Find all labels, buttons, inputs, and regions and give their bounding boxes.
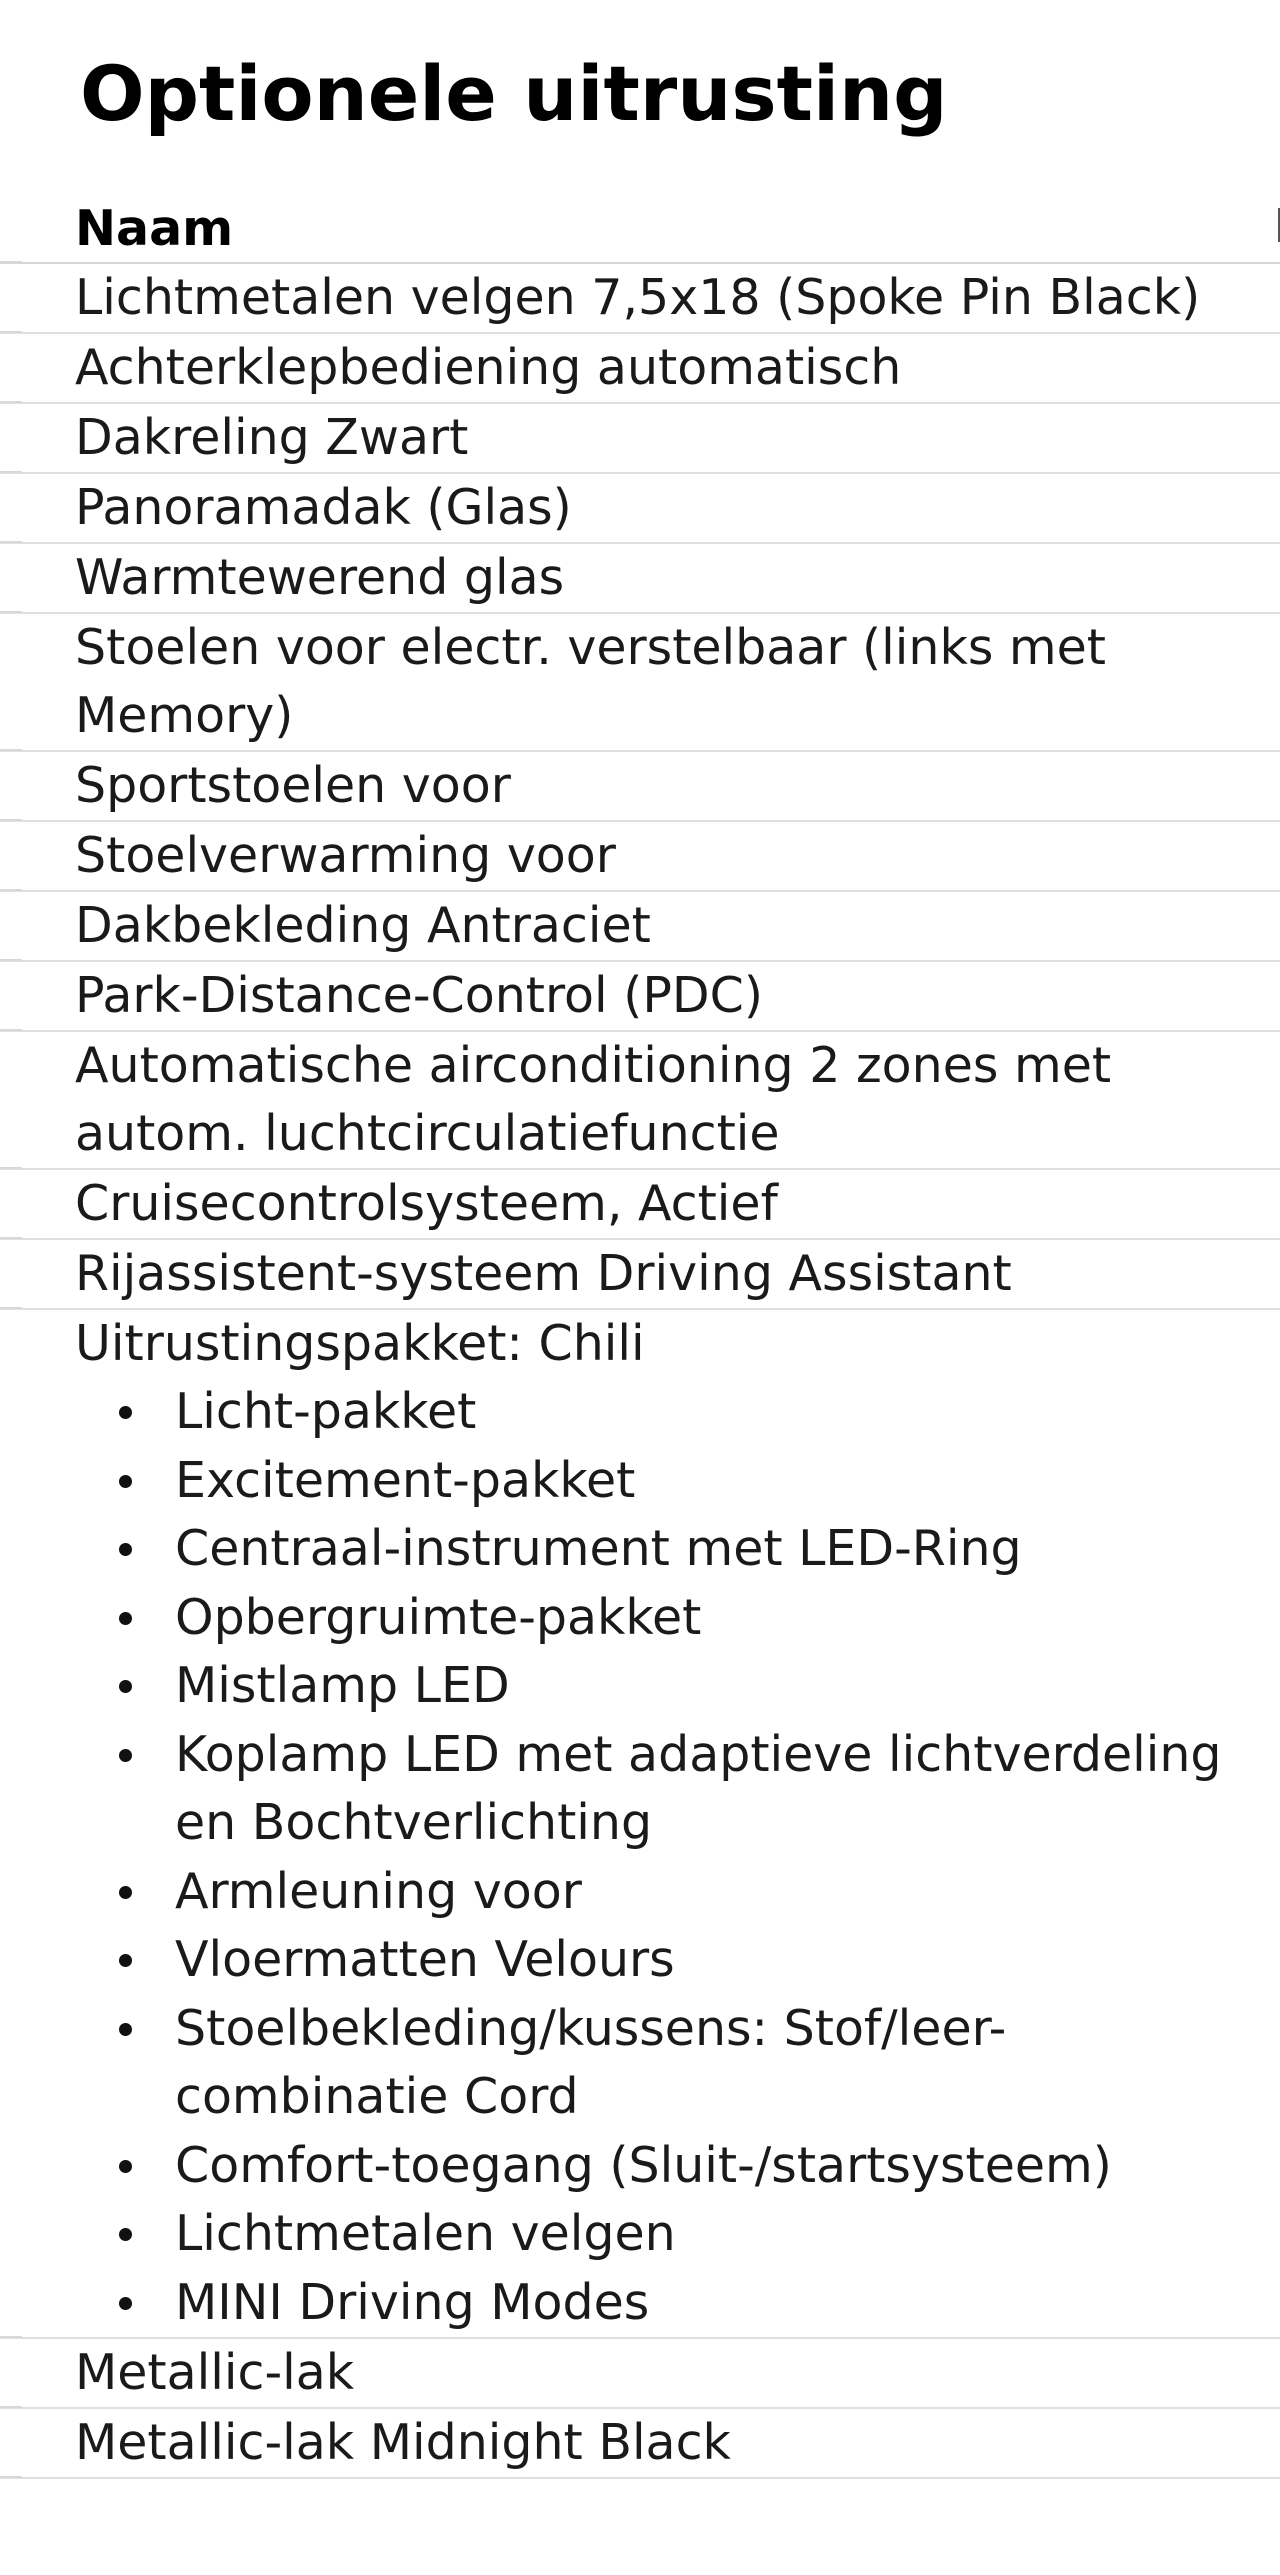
equipment-name-cell bbox=[0, 403, 1272, 473]
package-item: Comfort-toegang (Sluit-/startsysteem) bbox=[75, 2132, 1272, 2201]
table-row bbox=[0, 1031, 1280, 1169]
package-item: Opbergruimte-pakket bbox=[75, 1584, 1272, 1653]
table-cell-empty bbox=[1272, 961, 1280, 1031]
equipment-name-cell bbox=[0, 543, 1272, 613]
row-divider-tick bbox=[0, 401, 22, 403]
table-cell-empty bbox=[1272, 2338, 1280, 2408]
table-row bbox=[0, 613, 1280, 751]
package-item: Stoelbekleding/kussens: Stof/leer-combinatie Cord bbox=[75, 1995, 1272, 2132]
equipment-name-cell bbox=[0, 891, 1272, 961]
page-title: Optionele uitrusting bbox=[80, 49, 948, 138]
table-body bbox=[0, 263, 1280, 2478]
equipment-name-cell bbox=[0, 613, 1272, 751]
table-cell-empty bbox=[1272, 1309, 1280, 2338]
row-divider-tick bbox=[0, 819, 22, 821]
table-row bbox=[0, 961, 1280, 1031]
table-cell-empty bbox=[1272, 1031, 1280, 1169]
table-row bbox=[0, 1169, 1280, 1239]
row-divider-tick bbox=[0, 2406, 22, 2408]
row-divider-tick bbox=[0, 611, 22, 613]
equipment-name: Rijassistent-systeem Driving Assistant bbox=[75, 1245, 1012, 1302]
equipment-name: Uitrustingspakket: Chili bbox=[75, 1315, 645, 1372]
equipment-name: Sportstoelen voor bbox=[75, 757, 511, 814]
equipment-name: Achterklepbediening automatisch bbox=[75, 339, 902, 396]
equipment-name: Metallic-lak Midnight Black bbox=[75, 2414, 731, 2471]
row-divider-tick bbox=[0, 889, 22, 891]
package-item: Mistlamp LED bbox=[75, 1652, 1272, 1721]
equipment-name-cell bbox=[0, 333, 1272, 403]
table-cell-empty bbox=[1272, 333, 1280, 403]
row-divider-tick bbox=[0, 959, 22, 961]
table-cell-empty bbox=[1272, 613, 1280, 751]
package-item: Excitement-pakket bbox=[75, 1447, 1272, 1516]
row-divider-tick bbox=[0, 1237, 22, 1239]
column-header-naam: Naam bbox=[0, 196, 1272, 263]
equipment-name: Dakbekleding Antraciet bbox=[75, 897, 651, 954]
row-divider-tick bbox=[0, 2476, 22, 2478]
equipment-name-cell bbox=[0, 961, 1272, 1031]
table-row bbox=[0, 1309, 1280, 2338]
table-row bbox=[0, 891, 1280, 961]
equipment-name-cell bbox=[0, 473, 1272, 543]
table-cell-empty bbox=[1272, 891, 1280, 961]
package-item: Lichtmetalen velgen bbox=[75, 2200, 1272, 2269]
table-cell-empty bbox=[1272, 1239, 1280, 1309]
table-row bbox=[0, 473, 1280, 543]
equipment-name-cell bbox=[0, 1239, 1272, 1309]
row-divider-tick bbox=[0, 541, 22, 543]
equipment-name: Stoelen voor electr. verstelbaar (links met Memory) bbox=[75, 619, 1107, 744]
table-row bbox=[0, 1239, 1280, 1309]
equipment-name-cell bbox=[0, 1309, 1272, 2338]
table-row bbox=[0, 2338, 1280, 2408]
row-divider-tick bbox=[0, 471, 22, 473]
equipment-name-cell bbox=[0, 2408, 1272, 2478]
table-row bbox=[0, 333, 1280, 403]
equipment-name: Metallic-lak bbox=[75, 2344, 355, 2401]
package-item: Centraal-instrument met LED-Ring bbox=[75, 1515, 1272, 1584]
table-row bbox=[0, 821, 1280, 891]
table-cell-empty bbox=[1272, 821, 1280, 891]
row-divider-tick bbox=[0, 1029, 22, 1031]
table-cell-empty bbox=[1272, 1169, 1280, 1239]
table-row bbox=[0, 751, 1280, 821]
package-items-list bbox=[75, 1378, 1272, 2337]
row-divider-tick bbox=[0, 2336, 22, 2338]
equipment-name: Stoelverwarming voor bbox=[75, 827, 616, 884]
equipment-name-cell bbox=[0, 821, 1272, 891]
table-row bbox=[0, 263, 1280, 333]
equipment-name-cell bbox=[0, 263, 1272, 333]
table-header-row bbox=[0, 196, 1280, 263]
package-item: Vloermatten Velours bbox=[75, 1926, 1272, 1995]
equipment-name: Panoramadak (Glas) bbox=[75, 479, 572, 536]
equipment-name: Cruisecontrolsysteem, Actief bbox=[75, 1175, 778, 1232]
equipment-name-cell bbox=[0, 1169, 1272, 1239]
equipment-name: Warmtewerend glas bbox=[75, 549, 565, 606]
row-divider-tick bbox=[0, 331, 22, 333]
equipment-name-cell bbox=[0, 1031, 1272, 1169]
equipment-name: Automatische airconditioning 2 zones met autom. luchtcirculatiefunctie bbox=[75, 1037, 1112, 1162]
equipment-name-cell bbox=[0, 751, 1272, 821]
equipment-name: Dakreling Zwart bbox=[75, 409, 469, 466]
package-item: Licht-pakket bbox=[75, 1378, 1272, 1447]
table-cell-empty bbox=[1272, 751, 1280, 821]
table-cell-empty bbox=[1272, 2408, 1280, 2478]
equipment-name: Park-Distance-Control (PDC) bbox=[75, 967, 763, 1024]
optional-equipment-table bbox=[0, 196, 1280, 2479]
table-row bbox=[0, 2408, 1280, 2478]
row-divider-tick bbox=[0, 1167, 22, 1169]
table-cell-empty bbox=[1272, 473, 1280, 543]
table-row bbox=[0, 543, 1280, 613]
row-divider-tick bbox=[0, 1307, 22, 1309]
table-cell-empty bbox=[1272, 403, 1280, 473]
row-divider-tick bbox=[0, 749, 22, 751]
package-item: Armleuning voor bbox=[75, 1858, 1272, 1927]
column-header-next bbox=[1272, 196, 1280, 263]
equipment-name-cell bbox=[0, 2338, 1272, 2408]
table-cell-empty bbox=[1272, 543, 1280, 613]
equipment-name: Lichtmetalen velgen 7,5x18 (Spoke Pin Black) bbox=[75, 269, 1201, 326]
table-cell-empty bbox=[1272, 263, 1280, 333]
package-item: Koplamp LED met adaptieve lichtverdeling en Bochtverlichting bbox=[75, 1721, 1272, 1858]
package-item: MINI Driving Modes bbox=[75, 2269, 1272, 2338]
row-divider-tick bbox=[0, 261, 22, 263]
table-row bbox=[0, 403, 1280, 473]
